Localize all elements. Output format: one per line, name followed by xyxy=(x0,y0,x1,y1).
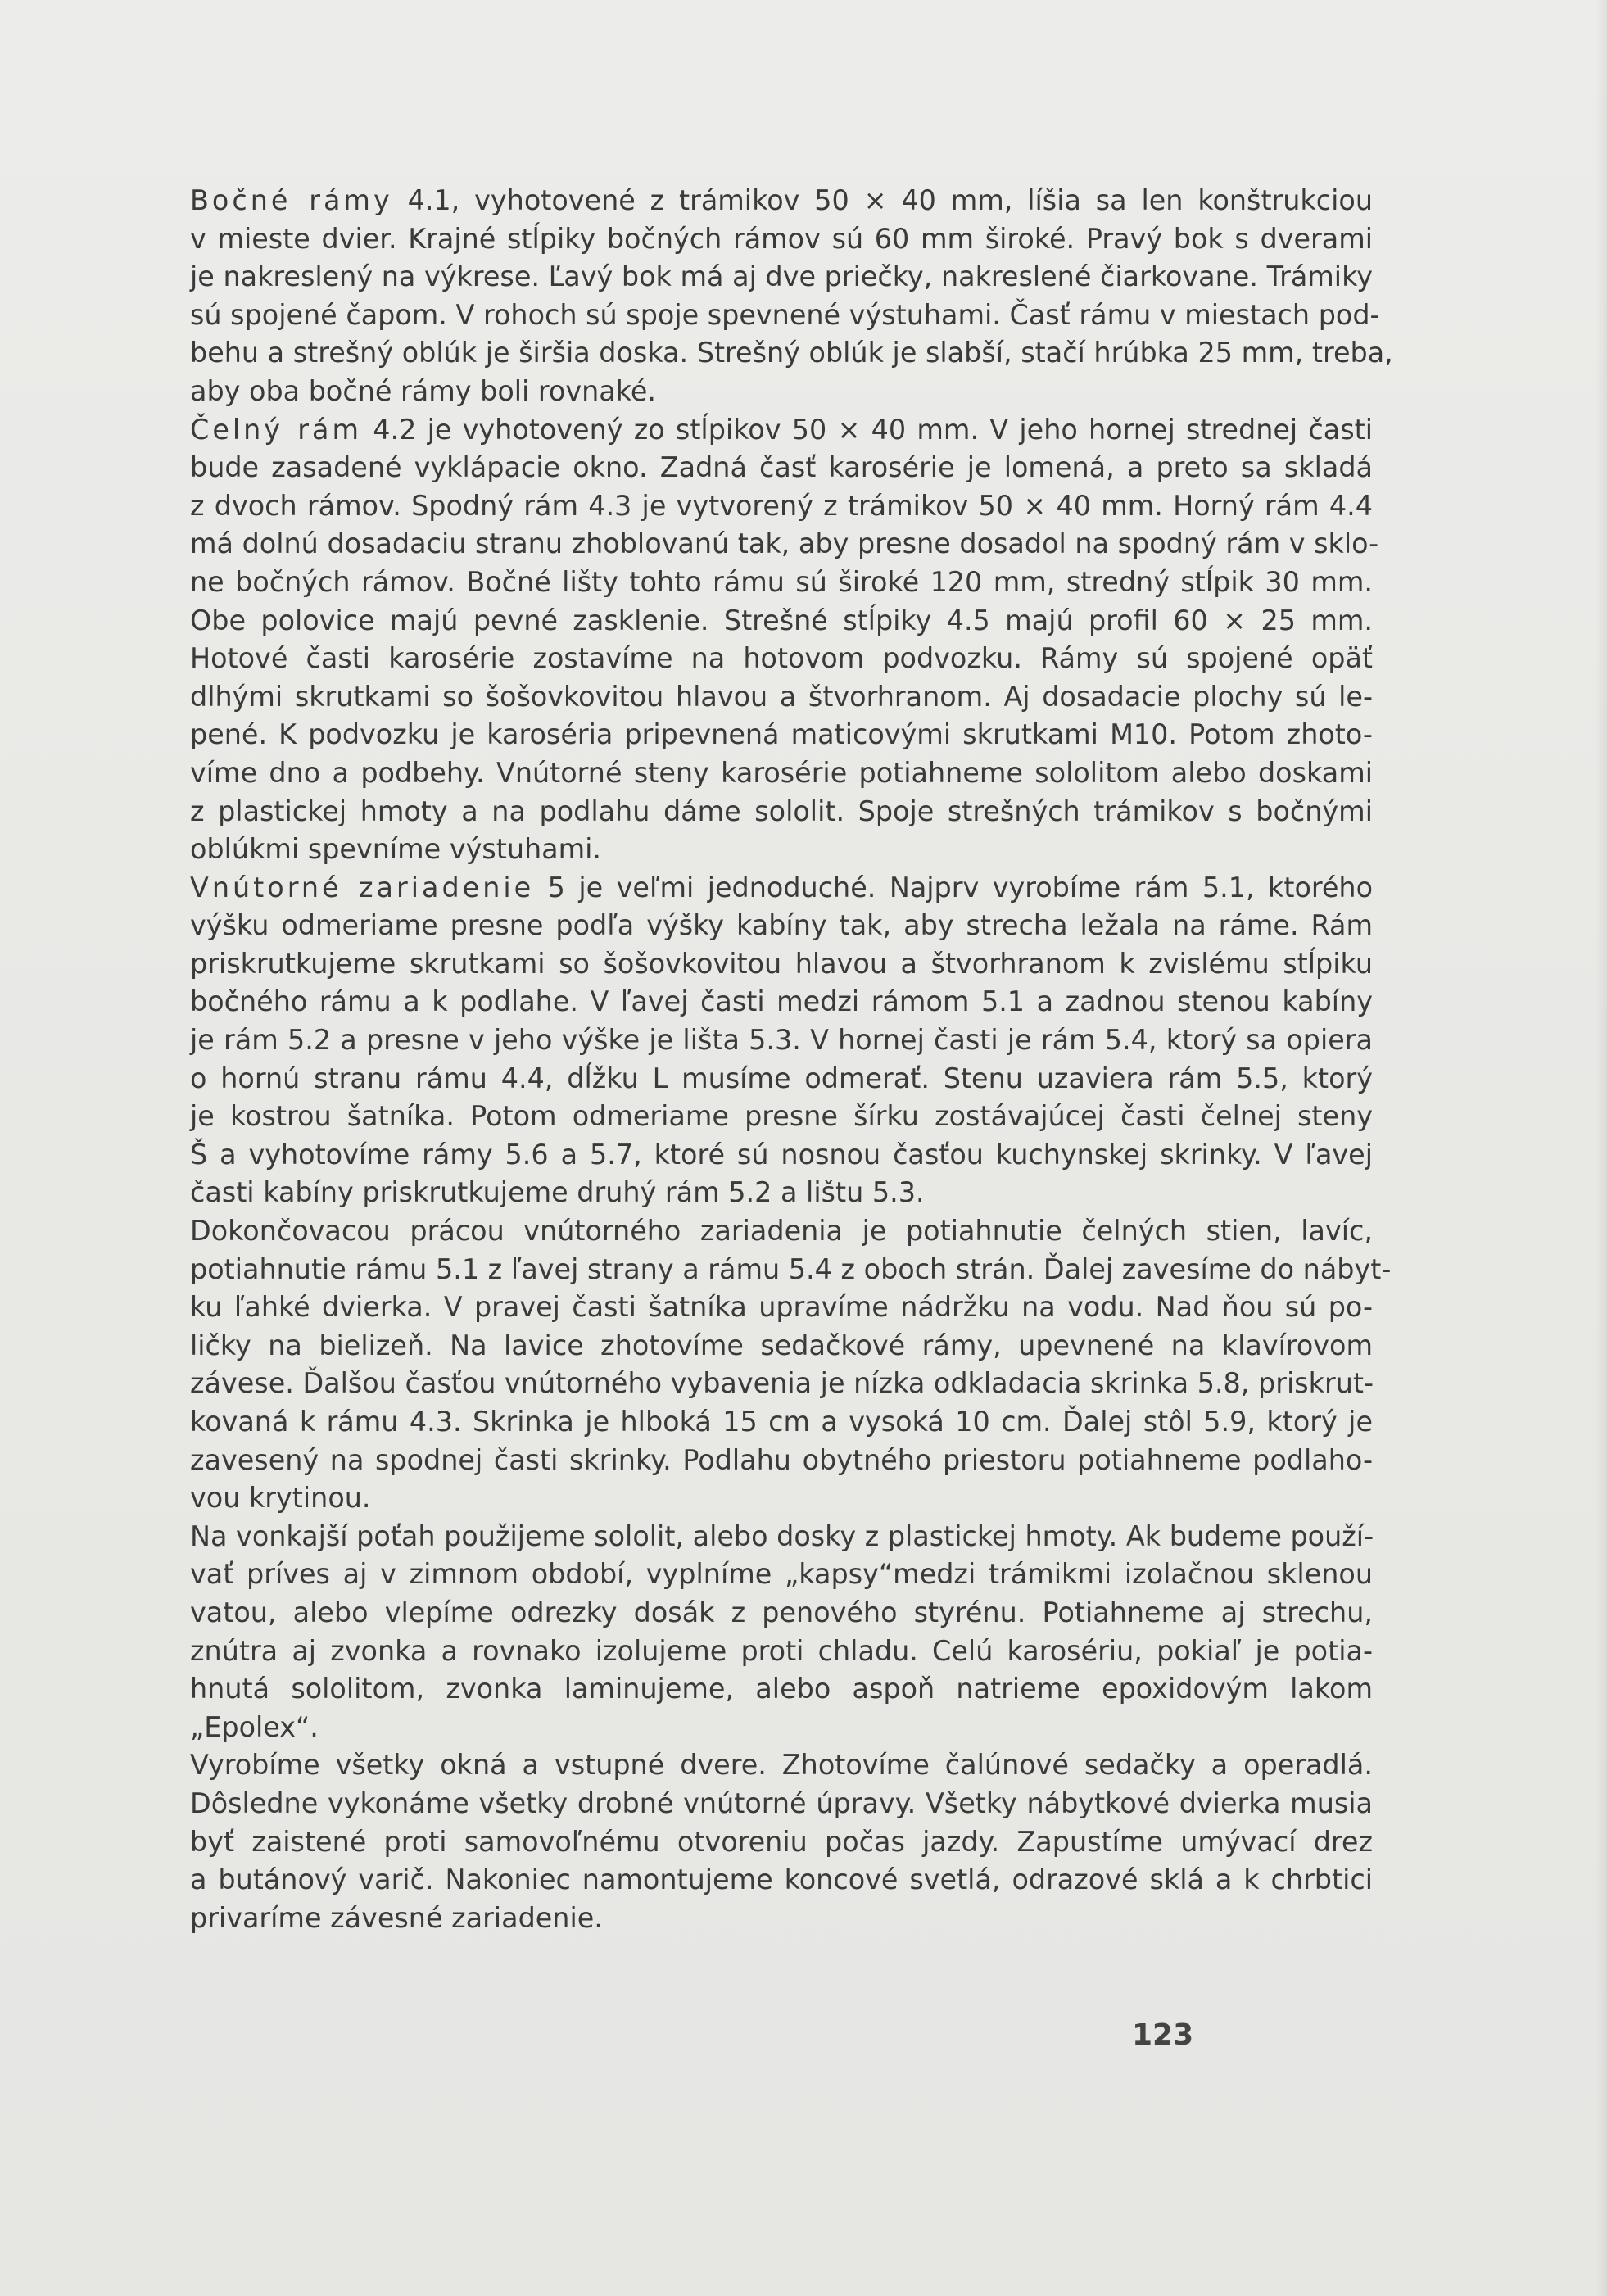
line-text: aby oba bočné rámy boli rovnaké. xyxy=(190,374,657,407)
line-text: Na vonkajší poťah použijeme sololit, alebo dosky z plastickej hmoty. Ak budeme použí- xyxy=(190,1519,1374,1552)
line-text: byť zaistené proti samovoľnému otvoreniu počas jazdy. Zapustíme umývací drez xyxy=(190,1825,1373,1858)
line-text: dlhými skrutkami so šošovkovitou hlavou a štvorhranom. Aj dosadacie plochy sú le- xyxy=(190,680,1373,713)
text-line xyxy=(190,945,1373,984)
text-line xyxy=(190,258,1373,297)
text-line xyxy=(190,1365,1373,1403)
line-text: je rám 5.2 a presne v jeho výške je lišta 5.3. V hornej časti je rám 5.4, ktorý sa opiera xyxy=(190,1024,1373,1057)
line-text: hnutá sololitom, zvonka laminujeme, alebo aspoň natrieme epoxidovým lakom xyxy=(190,1673,1373,1705)
text-line xyxy=(190,564,1373,602)
text-line xyxy=(190,334,1393,373)
line-text: ne bočných rámov. Bočné lišty tohto rámu sú široké 120 mm, stredný stĺpik 30 mm. xyxy=(190,565,1373,598)
line-text: „Epolex“. xyxy=(190,1710,319,1743)
line-text: vať príves aj v zimnom období, vyplníme „kapsy“medzi trámikmi izolačnou sklenou xyxy=(190,1558,1373,1591)
line-text: Dôsledne vykonáme všetky drobné vnútorné úpravy. Všetky nábytkové dvierka musia xyxy=(190,1787,1373,1819)
text-line xyxy=(190,1060,1373,1098)
line-text: je nakreslený na výkrese. Ľavý bok má aj dve priečky, nakreslené čiarkovane. Trámiky xyxy=(190,260,1373,293)
text-line xyxy=(190,1327,1373,1365)
line-text: ličky na bielizeň. Na lavice zhotovíme sedačkové rámy, upevnené na klavírovom xyxy=(190,1329,1373,1361)
line-text: znútra aj zvonka a rovnako izolujeme proti chladu. Celú karosériu, pokiaľ je potia- xyxy=(190,1634,1373,1667)
line-text: bočného rámu a k podlahe. V ľavej časti medzi rámom 5.1 a zadnou stenou kabíny xyxy=(190,985,1373,1018)
line-text: v mieste dvier. Krajné stĺpiky bočných rámov sú 60 mm široké. Pravý bok s dverami xyxy=(190,222,1373,255)
text-line xyxy=(190,1900,1373,1938)
text-line xyxy=(190,1518,1373,1556)
text-line xyxy=(190,1479,1373,1518)
text-line xyxy=(190,220,1373,259)
line-text: pené. K podvozku je karoséria pripevnená maticovými skrutkami M10. Potom zhoto- xyxy=(190,718,1373,751)
line-text: potiahnutie rámu 5.1 z ľavej strany a rámu 5.4 z oboch strán. Ďalej zavesíme do nábyt- xyxy=(190,1252,1392,1285)
line-text: časti kabíny priskrutkujeme druhý rám 5.2 a lištu 5.3. xyxy=(190,1176,925,1209)
line-text: Š a vyhotovíme rámy 5.6 a 5.7, ktoré sú nosnou časťou kuchynskej skrinky. V ľavej xyxy=(190,1138,1373,1171)
text-line xyxy=(190,678,1373,717)
text-line xyxy=(190,1098,1373,1136)
text-line xyxy=(190,487,1373,526)
line-text: 5 je veľmi jednoduché. Najprv vyrobíme rám 5.1, ktorého xyxy=(534,871,1374,903)
text-line xyxy=(190,182,1373,220)
text-line xyxy=(190,1251,1392,1289)
text-line xyxy=(190,1442,1373,1480)
line-text: 4.1, vyhotovené z trámikov 50 × 40 mm, líšia sa len konštrukciou xyxy=(392,184,1373,216)
text-line xyxy=(190,525,1379,564)
line-text: je kostrou šatníka. Potom odmeriame presne šírku zostávajúcej časti čelnej steny xyxy=(190,1100,1373,1133)
line-text: z dvoch rámov. Spodný rám 4.3 je vytvorený z trámikov 50 × 40 mm. Horný rám 4.4 xyxy=(190,489,1373,522)
line-text: Dokončovacou prácou vnútorného zariadenia je potiahnutie čelných stien, lavíc, xyxy=(190,1215,1373,1248)
text-line xyxy=(190,1212,1373,1251)
line-text: priskrutkujeme skrutkami so šošovkovitou hlavou a štvorhranom k zvislému stĺpiku xyxy=(190,947,1373,980)
line-text: sú spojené čapom. V rohoch sú spoje spevnené výstuhami. Časť rámu v miestach pod- xyxy=(190,298,1380,331)
text-line xyxy=(190,602,1373,641)
section-heading: Vnútorné zariadenie xyxy=(190,871,535,903)
text-line xyxy=(190,1785,1373,1823)
text-line xyxy=(190,1594,1373,1633)
text-line xyxy=(190,716,1373,754)
line-text: má dolnú dosadaciu stranu zhoblovanú tak, aby presne dosadol na spodný rám v sklo- xyxy=(190,528,1379,560)
line-text: vatou, alebo vlepíme odrezky dosák z penového styrénu. Potiahneme aj strechu, xyxy=(190,1596,1373,1628)
body-text xyxy=(190,182,1393,1937)
section-heading: Čelný rám xyxy=(190,413,363,446)
text-line xyxy=(190,1288,1373,1327)
text-line xyxy=(190,1861,1373,1900)
line-text: Vyrobíme všetky okná a vstupné dvere. Zhotovíme čalúnové sedačky a operadlá. xyxy=(190,1749,1373,1782)
section-heading: Bočné rámy xyxy=(190,184,393,216)
text-line xyxy=(190,1021,1373,1060)
line-text: výšku odmeriame presne podľa výšky kabíny tak, aby strecha ležala na ráme. Rám xyxy=(190,909,1373,942)
text-line xyxy=(190,907,1373,945)
line-text: 4.2 je vyhotovený zo stĺpikov 50 × 40 mm. V jeho hornej strednej časti xyxy=(362,413,1373,446)
line-text: víme dno a podbehy. Vnútorné steny karosérie potiahneme sololitom alebo doskami xyxy=(190,756,1373,789)
text-line xyxy=(190,1403,1373,1442)
text-line xyxy=(190,831,1373,869)
line-text: a butánový varič. Nakoniec namontujeme koncové svetlá, odrazové sklá a k chrbtici xyxy=(190,1864,1373,1896)
line-text: Obe polovice majú pevné zasklenie. Strešné stĺpiky 4.5 majú profil 60 × 25 mm. xyxy=(190,604,1373,636)
line-text: kovaná k rámu 4.3. Skrinka je hlboká 15 cm a vysoká 10 cm. Ďalej stôl 5.9, ktorý je xyxy=(190,1406,1373,1438)
text-line xyxy=(190,793,1373,831)
text-line xyxy=(190,1633,1373,1671)
line-text: závese. Ďalšou časťou vnútorného vybavenia je nízka odkladacia skrinka 5.8, priskrut- xyxy=(190,1367,1374,1400)
line-text: bude zasadené vyklápacie okno. Zadná časť karosérie je lomená, a preto sa skladá xyxy=(190,451,1373,484)
line-text: oblúkmi spevníme výstuhami. xyxy=(190,833,602,866)
line-text: o hornú stranu rámu 4.4, dĺžku L musíme odmerať. Stenu uzaviera rám 5.5, ktorý xyxy=(190,1062,1373,1094)
text-line xyxy=(190,1709,1373,1747)
text-line xyxy=(190,1556,1373,1594)
page-edge-shadow xyxy=(1596,0,1607,2296)
text-line xyxy=(190,640,1373,678)
text-line xyxy=(190,983,1373,1021)
text-line xyxy=(190,449,1373,487)
line-text: privaríme závesné zariadenie. xyxy=(190,1901,603,1934)
text-line xyxy=(190,1670,1373,1709)
line-text: Hotové časti karosérie zostavíme na hotovom podvozku. Rámy sú spojené opäť xyxy=(190,642,1373,675)
text-line xyxy=(190,1746,1373,1785)
line-text: behu a strešný oblúk je širšia doska. Strešný oblúk je slabší, stačí hrúbka 25 mm, treba, xyxy=(190,337,1393,369)
text-line xyxy=(190,373,1373,411)
text-line xyxy=(190,754,1373,793)
page-number: 123 xyxy=(1132,2018,1194,2052)
text-line xyxy=(190,297,1380,335)
text-line xyxy=(190,1823,1373,1862)
text-line xyxy=(190,1136,1373,1175)
line-text: z plastickej hmoty a na podlahu dáme sololit. Spoje strešných trámikov s bočnými xyxy=(190,795,1373,827)
text-line xyxy=(190,411,1373,450)
line-text: ku ľahké dvierka. V pravej časti šatníka upravíme nádržku na vodu. Nad ňou sú po- xyxy=(190,1291,1373,1324)
text-line xyxy=(190,869,1373,908)
line-text: zavesený na spodnej časti skrinky. Podlahu obytného priestoru potiahneme podlaho- xyxy=(190,1443,1373,1476)
text-line xyxy=(190,1174,1373,1212)
line-text: vou krytinou. xyxy=(190,1482,371,1515)
